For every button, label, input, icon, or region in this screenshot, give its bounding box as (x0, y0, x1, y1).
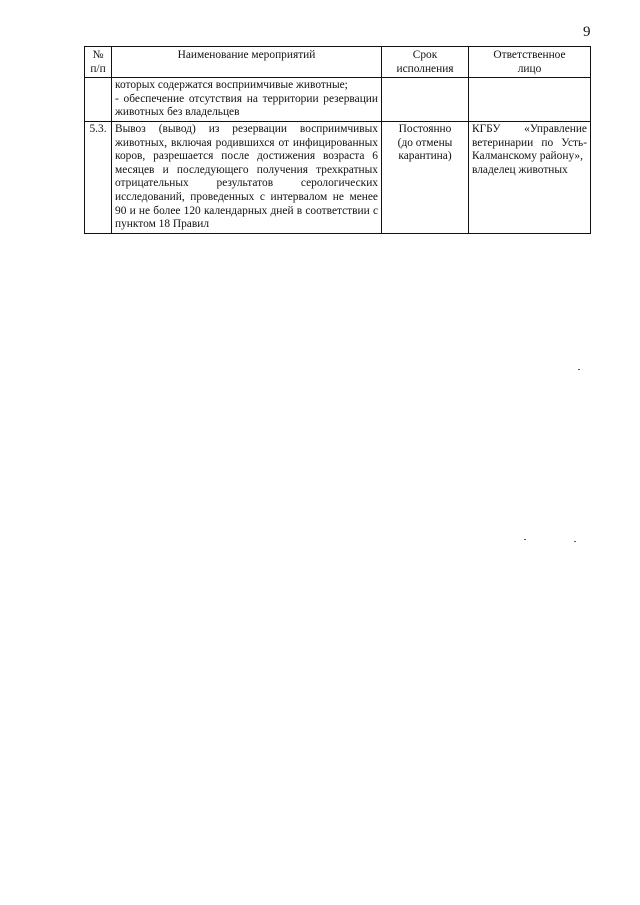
scan-speck (524, 539, 526, 540)
table-row (85, 78, 591, 122)
page-number: 9 (583, 24, 591, 40)
scan-speck (578, 369, 580, 370)
cell-num: 5.3. (85, 121, 112, 233)
header-name: Наименование мероприятий (112, 47, 382, 78)
cell-responsible: КГБУ «Управление ветеринарии по Усть-Калманскому району», владелец животных (469, 121, 591, 233)
cell-term: Постоянно (до отмены карантина) (382, 121, 469, 233)
header-num: № п/п (85, 47, 112, 78)
header-term: Срок исполнения (382, 47, 469, 78)
table-row (85, 121, 591, 233)
header-responsible: Ответственное лицо (469, 47, 591, 78)
cell-num (85, 78, 112, 122)
cell-name: Вывоз (вывод) из резервации восприимчивых животных, включая родившихся от инфицированных коров, разрешается после достижения возраста 6 месяцев и последующего получения трехкратных отрицательных результатов серологических исследований, проведенных с интервалом не менее 90 и не более 120 календарных дней в соответствии с пунктом 18 Правил (112, 121, 382, 233)
table-header-row (85, 47, 591, 78)
cell-term (382, 78, 469, 122)
cell-name: которых содержатся восприимчивые животные; - обеспечение отсутствия на территории резервации животных без владельцев (112, 78, 382, 122)
measures-table (84, 46, 591, 234)
scan-speck (574, 541, 576, 542)
cell-responsible (469, 78, 591, 122)
